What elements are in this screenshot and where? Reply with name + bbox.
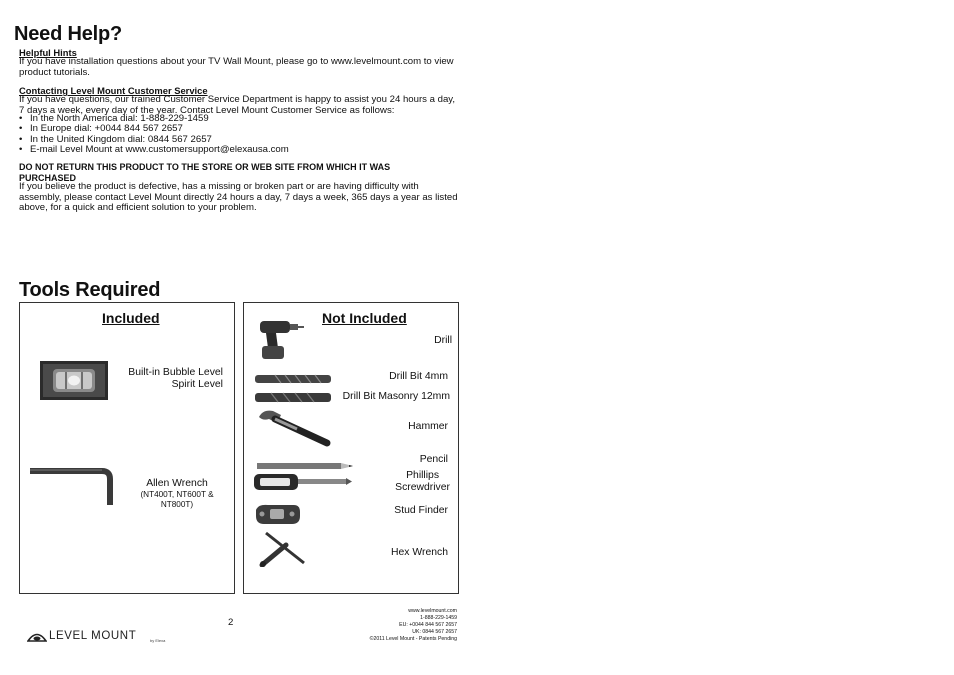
hammer-label: Hammer	[408, 421, 448, 432]
do-not-return-text	[19, 182, 458, 214]
page-number: 2	[228, 617, 234, 628]
drill-icon	[256, 318, 304, 360]
contact-list-item: • In the North America dial: 1-888-229-1459	[19, 114, 289, 124]
hex-wrench-label: Hex Wrench	[391, 547, 448, 558]
helpful-hints-text	[19, 57, 454, 78]
hammer-icon	[257, 407, 333, 449]
bubble-level-label	[128, 367, 223, 391]
contact-list	[19, 114, 289, 155]
do-not-return-heading	[19, 162, 390, 183]
customer-service-heading: Contacting Level Mount Customer Service	[19, 85, 208, 96]
contact-list-item: • In the United Kingdom dial: 0844 567 2657	[19, 135, 289, 145]
screwdriver-label	[395, 470, 450, 494]
logo-subtext: by Elexa	[150, 638, 166, 643]
masonry-bit-icon	[255, 390, 331, 401]
stud-finder-label: Stud Finder	[394, 505, 448, 516]
do-not-return-line: above, for a quick and efficient solution to your problem.	[19, 202, 257, 214]
do-not-return-heading-line: DO NOT RETURN THIS PRODUCT TO THE STORE OR WEB SITE FROM WHICH IT WAS	[19, 162, 391, 172]
drill-bit-icon	[255, 371, 331, 381]
footer-contact	[337, 608, 457, 643]
hex-wrench-icon	[258, 531, 308, 567]
level-mount-logo	[27, 630, 177, 644]
level-mount-logo-icon	[27, 631, 47, 642]
stud-finder-icon	[254, 502, 302, 526]
pencil-icon	[257, 457, 355, 465]
screwdriver-label-line: Phillips	[406, 470, 440, 481]
not-included-tools-box	[243, 302, 459, 594]
not-included-heading: Not Included	[322, 310, 407, 326]
footer-contact-line: ©2011 Level Mount - Patents Pending	[369, 636, 457, 643]
customer-service-line: If you have questions, our trained Customer Service Department is happy to assist you 24 hours a day,	[19, 94, 456, 105]
footer-contact-line: EU: +0044 844 567 2657	[399, 622, 457, 629]
screwdriver-icon	[254, 472, 352, 492]
footer-contact-line: www.levelmount.com	[408, 608, 457, 614]
drill-bit-4mm-label: Drill Bit 4mm	[389, 371, 448, 382]
allen-wrench-label	[132, 478, 222, 510]
bubble-level-icon	[40, 361, 108, 400]
footer-contact-line: UK: 0844 567 2657	[412, 629, 457, 636]
tools-required-title: Tools Required	[19, 279, 161, 301]
screwdriver-label-line: Screwdriver	[395, 481, 450, 493]
do-not-return-line: If you believe the product is defective, has a missing or broken part or are having difficulty with	[19, 181, 419, 192]
footer-contact-line: 1-888-229-1459	[420, 615, 457, 622]
drill-bit-masonry-label: Drill Bit Masonry 12mm	[342, 391, 450, 402]
allen-wrench-icon	[28, 467, 114, 507]
contact-list-item: • In Europe dial: +0044 844 567 2657	[19, 124, 289, 134]
need-help-title: Need Help?	[14, 23, 123, 45]
pencil-label: Pencil	[419, 454, 448, 465]
allen-wrench-note-line: (NT400T, NT600T &	[140, 489, 214, 499]
helpful-hints-line: product tutorials.	[19, 66, 90, 78]
do-not-return-heading-line: PURCHASED	[19, 172, 77, 183]
bubble-level-label-line: Spirit Level	[171, 378, 223, 390]
drill-label: Drill	[434, 335, 452, 346]
included-tools-box	[19, 302, 235, 594]
do-not-return-line: assembly, please contact Level Mount directly 24 hours a day, 7 days a week, 365 days a year as listed	[19, 191, 458, 203]
allen-wrench-note-line: NT800T)	[160, 499, 194, 509]
allen-wrench-label-line: Allen Wrench	[146, 478, 208, 489]
helpful-hints-line: If you have installation questions about your TV Wall Mount, please go to www.levelmount.com to view	[19, 56, 454, 67]
included-heading: Included	[102, 310, 160, 326]
customer-service-line: 7 days a week, every day of the year. Contact Level Mount Customer Service as follows:	[19, 104, 395, 116]
contact-list-item: • E-mail Level Mount at www.customersupport@elexausa.com	[19, 145, 289, 155]
logo-wordmark: LEVEL MOUNT	[49, 630, 137, 642]
helpful-hints-heading: Helpful Hints	[19, 47, 77, 58]
bubble-level-label-line: Built-in Bubble Level	[128, 367, 223, 378]
